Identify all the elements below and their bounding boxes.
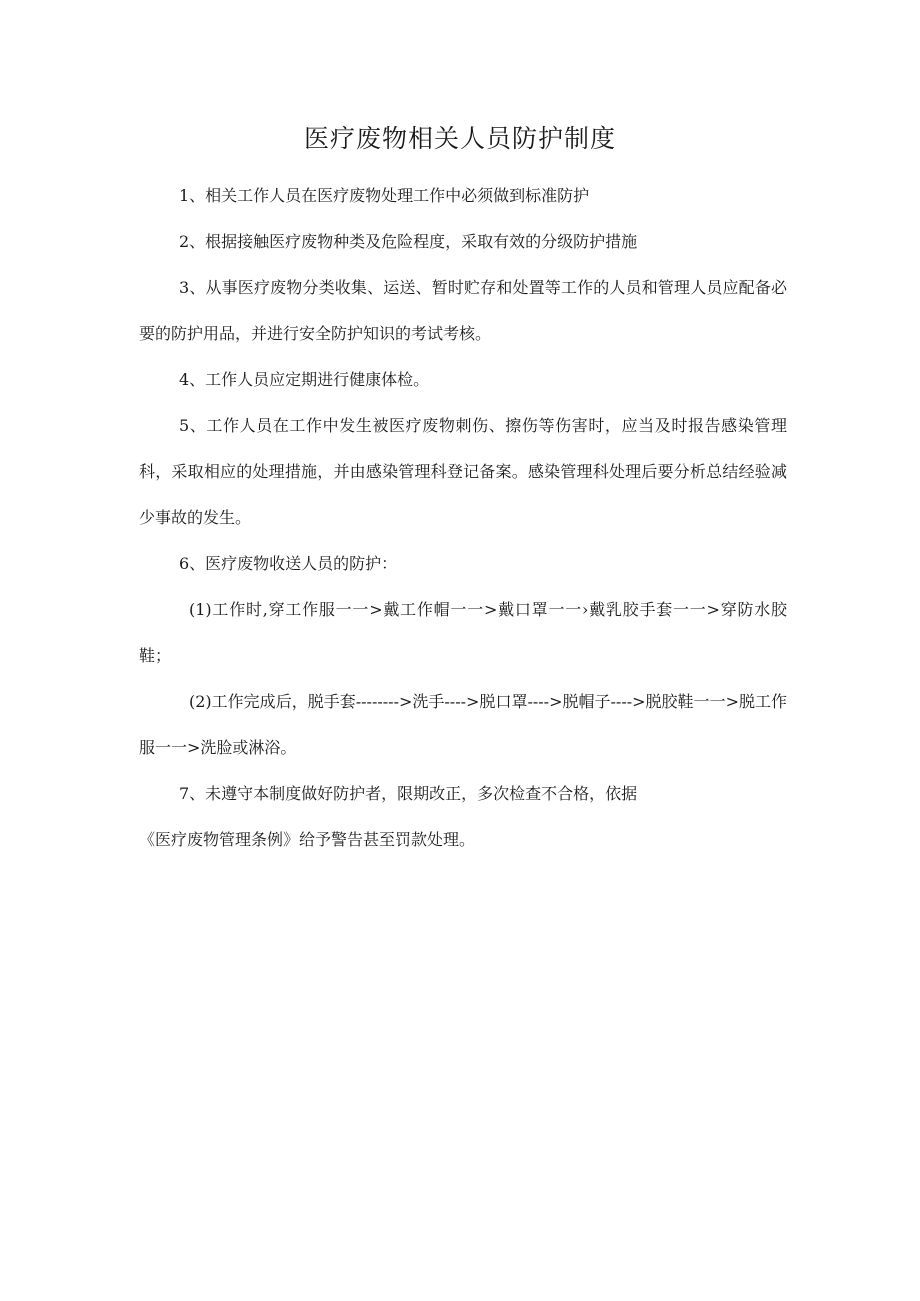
paragraph-7-continuation: 《医疗废物管理条例》给予警告甚至罚款处理。 [139, 830, 476, 849]
paragraph-6: 6、医疗废物收送人员的防护： [179, 554, 398, 573]
paragraph-1: 1、相关工作人员在医疗废物处理工作中必须做到标准防护 [179, 186, 590, 205]
paragraph-2: 2、根据接触医疗废物种类及危险程度，采取有效的分级防护措施 [179, 232, 638, 251]
document-body [139, 173, 787, 863]
paragraph-4: 4、工作人员应定期进行健康体检。 [179, 370, 430, 389]
paragraph-3: 3、从事医疗废物分类收集、运送、暂时贮存和处置等工作的人员和管理人员应配备必要的防护用品，并进行安全防护知识的考试考核。 [139, 278, 787, 343]
paragraph-6-item-2: (2)工作完成后，脱手套-------->洗手---->脱口罩---->脱帽子---->脱胶鞋一一>脱工作服一一>洗脸或淋浴。 [139, 692, 787, 757]
paragraph-7: 7、未遵守本制度做好防护者，限期改正，多次检查不合格，依据 [179, 784, 638, 803]
paragraph-6-item-1: (1)工作时,穿工作服一一>戴工作帽一一>戴口罩一一›戴乳胶手套一一>穿防水胶鞋； [139, 600, 787, 665]
paragraph-5: 5、工作人员在工作中发生被医疗废物刺伤、擦伤等伤害时，应当及时报告感染管理科，采取相应的处理措施，并由感染管理科登记备案。感染管理科处理后要分析总结经验减少事故的发生。 [139, 416, 787, 527]
document-title: 医疗废物相关人员防护制度 [303, 124, 616, 153]
